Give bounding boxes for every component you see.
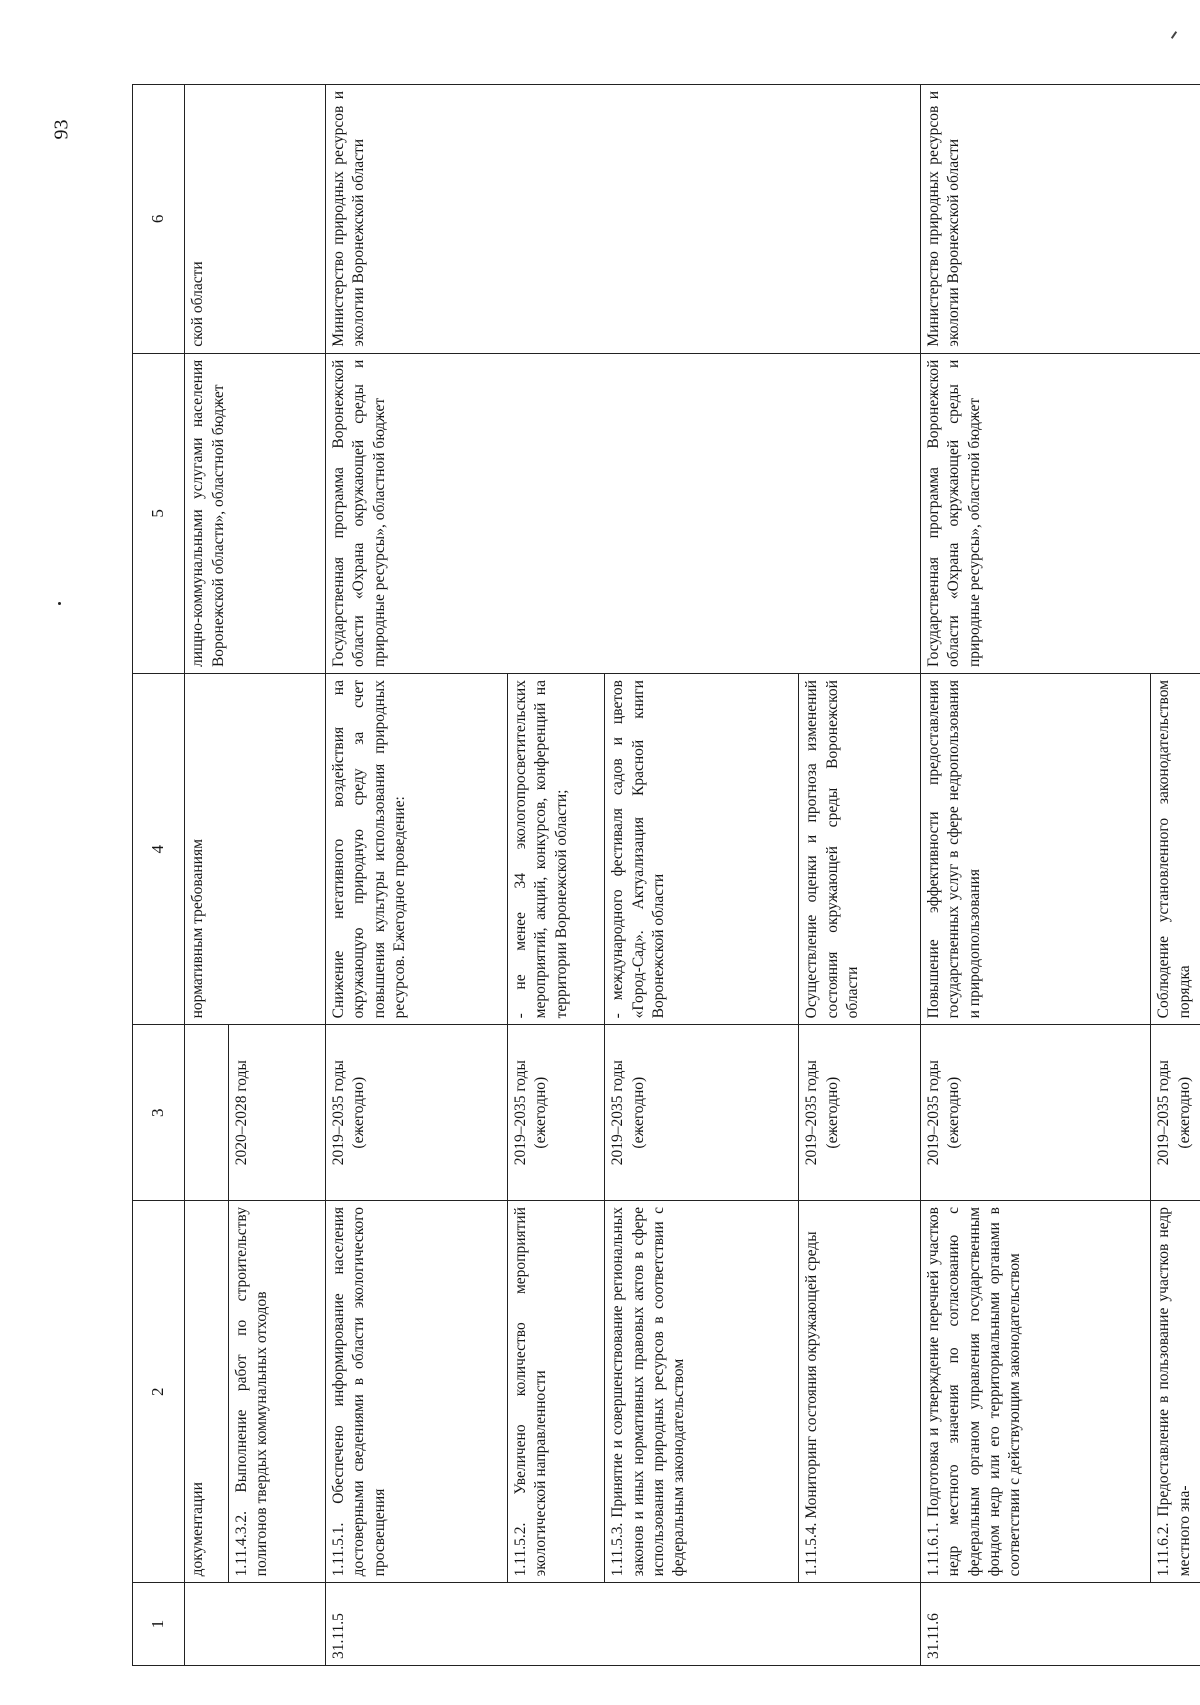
source-cell: Государственная программа Воронежской области «Охрана окружающей среды и природные ресурсы», областной бюджет bbox=[920, 353, 1200, 673]
scan-mark bbox=[1171, 31, 1177, 39]
task-cell: 1.11.6.2. Предоставление в пользование участков недр местного зна- bbox=[1151, 1201, 1200, 1583]
header-row bbox=[133, 85, 185, 1666]
row-number-cell: 31.11.6 bbox=[920, 1583, 1200, 1666]
page-number: 93 bbox=[50, 119, 73, 140]
rotated-table-area bbox=[132, 84, 1200, 1666]
result-cell: - не менее 34 экологопросветительских мероприятий, акций, конкурсов, конференций на территории Воронежской области; bbox=[508, 674, 605, 1025]
header-col-4: 4 bbox=[133, 674, 185, 1025]
task-cell: 1.11.6.1. Подготовка и утверждение перечней участков недр местного значения по согласованию с федеральным органом управления государственным фондом недр или его территориальными органами в соответствии с действующим законодательством bbox=[920, 1201, 1151, 1583]
header-col-1: 1 bbox=[133, 1583, 185, 1666]
period-cell: 2020–2028 годы bbox=[228, 1025, 325, 1201]
period-cell: 2019–2035 годы (ежегодно) bbox=[605, 1025, 799, 1201]
executor-cell: Министерство природных ресурсов и экологии Воронежской области bbox=[325, 85, 920, 354]
header-col-2: 2 bbox=[133, 1201, 185, 1583]
task-cell: 1.11.5.3. Принятие и совершенствование региональных законов и иных нормативных правовых актов в сфере использования природных ресурсов в соответствии с федеральным законодательством bbox=[605, 1201, 799, 1583]
result-cell: Повышение эффективности предоставления государственных услуг в сфере недропользования и природопользования bbox=[920, 674, 1151, 1025]
source-cell: лищно-коммунальными услугами населения Воронежской области», областной бюджет bbox=[185, 353, 326, 673]
task-cell: 1.11.5.4. Мониторинг состояния окружающей среды bbox=[799, 1201, 920, 1583]
table-row bbox=[325, 85, 507, 1666]
program-table bbox=[132, 84, 1200, 1666]
task-cell: документации bbox=[185, 1201, 229, 1583]
period-cell: 2019–2035 годы (ежегодно) bbox=[325, 1025, 507, 1201]
result-cell: Осуществление оценки и прогноза изменений состояния окружающей среды Воронежской области bbox=[799, 674, 920, 1025]
executor-cell: ской области bbox=[185, 85, 326, 354]
period-cell: 2019–2035 годы (ежегодно) bbox=[920, 1025, 1151, 1201]
result-cell: - международного фестиваля садов и цветов «Город-Сад». Актуализация Красной книги Воронежской области bbox=[605, 674, 799, 1025]
period-cell: 2019–2035 годы (ежегодно) bbox=[799, 1025, 920, 1201]
header-col-5: 5 bbox=[133, 353, 185, 673]
task-cell: 1.11.5.2. Увеличено количество мероприятий экологической направленности bbox=[508, 1201, 605, 1583]
header-col-3: 3 bbox=[133, 1025, 185, 1201]
table-row bbox=[920, 85, 1151, 1666]
period-cell bbox=[185, 1025, 229, 1201]
row-number-cell: 31.11.5 bbox=[325, 1583, 920, 1666]
task-cell: 1.11.5.1. Обеспечено информирование населения достоверными сведениями в области экологического просвещения bbox=[325, 1201, 507, 1583]
table-container bbox=[132, 84, 1200, 1666]
scan-speck bbox=[58, 602, 61, 605]
period-cell: 2019–2035 годы (ежегодно) bbox=[508, 1025, 605, 1201]
result-cell: Соблюдение установленного законодательством порядка bbox=[1151, 674, 1200, 1025]
executor-cell: Министерство природных ресурсов и экологии Воронежской области bbox=[920, 85, 1200, 354]
table-row bbox=[185, 85, 229, 1666]
result-cell: Снижение негативного воздействия на окружающую природную среду за счет повышения культуры использования природных ресурсов. Ежегодное проведение: bbox=[325, 674, 507, 1025]
task-cell: 1.11.4.3.2. Выполнение работ по строительству полигонов твердых коммунальных отходов bbox=[228, 1201, 325, 1583]
header-col-6: 6 bbox=[133, 85, 185, 354]
result-cell: нормативным требованиям bbox=[185, 674, 326, 1025]
row-number-cell bbox=[185, 1583, 326, 1666]
period-cell: 2019–2035 годы (ежегодно) bbox=[1151, 1025, 1200, 1201]
source-cell: Государственная программа Воронежской области «Охрана окружающей среды и природные ресурсы», областной бюджет bbox=[325, 353, 920, 673]
